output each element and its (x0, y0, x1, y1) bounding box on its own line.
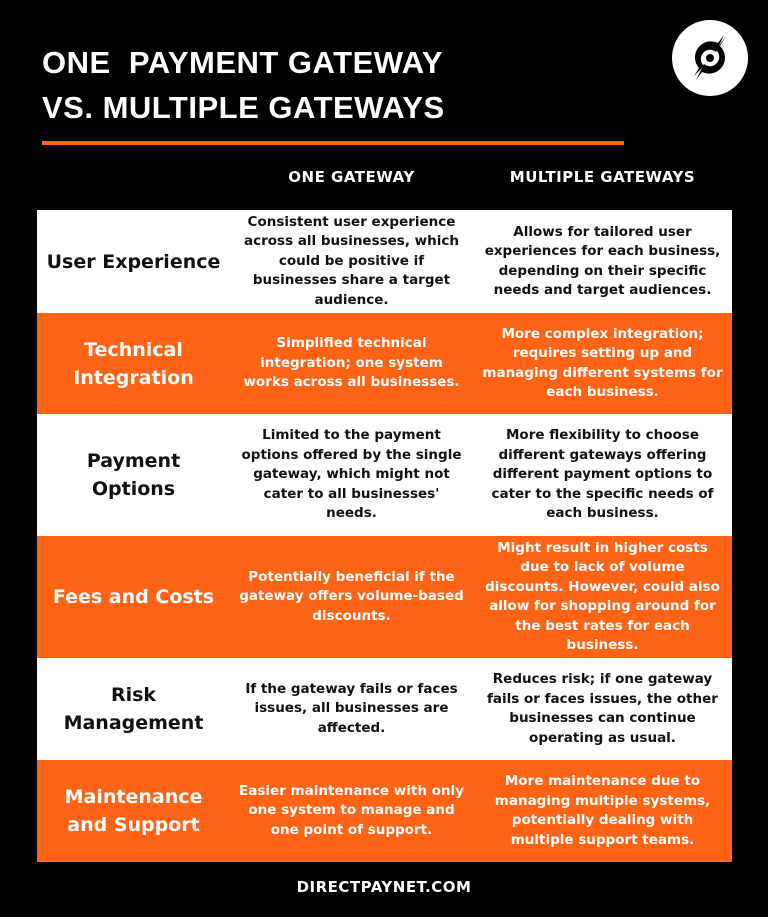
one-gateway-cell: Limited to the payment options offered by the single gateway, which might not cater to all businesses' needs. (241, 427, 462, 522)
row-label: Maintenance and Support (64, 786, 203, 836)
row-label: User Experience (46, 250, 221, 273)
one-gateway-cell: Easier maintenance with only one system to manage and one point of support. (239, 782, 464, 838)
column-header-one-gateway: ONE GATEWAY (288, 168, 415, 186)
table-row (37, 313, 732, 414)
title-divider (42, 141, 624, 145)
multiple-gateways-cell: Might result in higher costs due to lack of volume discounts. However, could also allow for shopping around for the best rates for each business. (485, 539, 720, 653)
page-title: ONE PAYMENT GATEWAY VS. MULTIPLE GATEWAYS (42, 45, 445, 125)
one-gateway-cell: Consistent user experience across all businesses, which could be positive if businesses share a target audience. (244, 213, 459, 308)
one-gateway-cell: Potentially beneficial if the gateway offers volume-based discounts. (239, 568, 464, 624)
multiple-gateways-cell: More flexibility to choose different gateways offering different payment options to cater to the specific needs of each business. (491, 427, 714, 522)
one-gateway-cell: Simplified technical integration; one system works across all businesses. (243, 335, 460, 391)
table-row (37, 658, 732, 760)
row-label: Technical Integration (73, 338, 194, 389)
row-label: Fees and Costs (52, 586, 215, 608)
row-label: Risk Management (63, 684, 204, 734)
column-header-multiple-gateways: MULTIPLE GATEWAYS (509, 168, 696, 186)
footer-website: DIRECTPAYNET.COM (296, 878, 472, 896)
table-row (37, 760, 732, 862)
one-gateway-cell: If the gateway fails or faces issues, all businesses are affected. (245, 680, 458, 736)
multiple-gateways-cell: Allows for tailored user experiences for each business, depending on their specific needs and target audiences. (484, 223, 721, 298)
multiple-gateways-cell: More complex integration; requires setting up and managing different systems for each business. (482, 325, 723, 400)
comparison-table (37, 210, 732, 862)
row-label: Payment Options (86, 450, 181, 500)
table-row (37, 210, 732, 313)
directpaynet-logo-icon (672, 20, 748, 96)
multiple-gateways-cell: More maintenance due to managing multiple systems, potentially dealing with multiple support teams. (494, 773, 711, 848)
table-row (37, 414, 732, 536)
multiple-gateways-cell: Reduces risk; if one gateway fails or faces issues, the other businesses can continue operating as usual. (487, 671, 718, 746)
table-row (37, 536, 732, 658)
